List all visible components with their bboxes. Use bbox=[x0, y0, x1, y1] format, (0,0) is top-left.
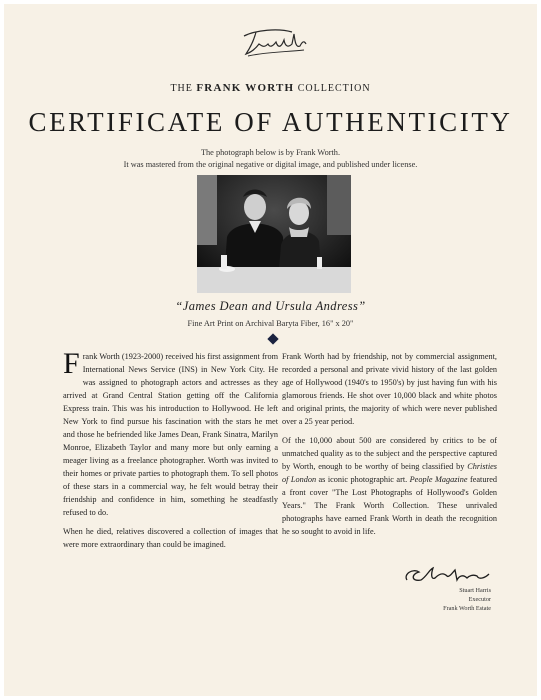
people-magazine-name: People Magazine bbox=[409, 475, 468, 484]
collection-suffix: COLLECTION bbox=[294, 83, 371, 94]
executor-estate: Frank Worth Estate bbox=[443, 605, 491, 612]
frank-worth-signature bbox=[4, 22, 537, 62]
text-part-a: Of the 10,000 about 500 are considered by critics to be of unmatched quality as to the subject and the perspective captured by Worth, enough to be worthy of being classified by bbox=[282, 436, 497, 471]
biography-left-column bbox=[63, 347, 278, 557]
biography-paragraph-3: Frank Worth had by friendship, not by commercial assignment, recorded a personal and private vivid history of the last golden age of Hollywood (1940's to 1950's) by just having fun with his glamorous friends. He shot over 10,000 black and white photos and original prints, the majority of which were never published over a 25 year period. bbox=[282, 352, 497, 426]
diamond-divider-icon bbox=[267, 333, 278, 344]
print-medium: Fine Art Print on Archival Baryta Fiber, 16" x 20" bbox=[187, 319, 354, 328]
biography-text-1: rank Worth (1923-2000) received his first assignment from International News Service (INS) in New York City. He was assigned to photograph actors and actresses as they arrived at Grand Central Station getting off the California Express train. This was his introduction to Hollywood. He left New York to find pursue his fascination with the stars he met and those he befriended like James Dean, Frank Sinatra, Marilyn Monroe, Elizabeth Taylor and many more but only earning a meager living as a freelance photographer. Worth was invited to their homes or private parties to photograph them. To sell photos of these stars in a commercial way, he felt would betray their friendship and confidence in him, something he steadfastly refused to do. bbox=[63, 352, 278, 517]
executor-signature-icon bbox=[401, 564, 491, 586]
drop-cap: F bbox=[63, 347, 80, 380]
certificate-page bbox=[4, 4, 537, 696]
certificate-title: CERTIFICATE OF AUTHENTICITY bbox=[28, 107, 513, 137]
intro-line-1: The photograph below is by Frank Worth. bbox=[200, 148, 341, 157]
photograph-image bbox=[197, 175, 351, 293]
christies-name: Christies of London bbox=[282, 462, 497, 484]
text-part-c: featured a front cover "The Lost Photographs of Hollywood's Golden Years." The Frank Worth Collection. These unrivaled photographs have earned Frank Worth in death the recognition he so sought to avoid in life. bbox=[282, 475, 497, 536]
text-part-b: as iconic photographic art. bbox=[316, 475, 410, 484]
photo-caption: “James Dean and Ursula Andress” bbox=[175, 299, 366, 313]
photograph bbox=[197, 175, 351, 293]
biography-paragraph-1 bbox=[63, 347, 278, 519]
biography-paragraph-4 bbox=[282, 434, 497, 538]
collection-prefix: THE bbox=[170, 83, 197, 94]
intro-text bbox=[4, 147, 537, 171]
executor-name: Stuart Harris bbox=[459, 587, 491, 594]
collection-line bbox=[4, 82, 537, 94]
executor-role: Executor bbox=[468, 596, 491, 603]
executor-signature-block bbox=[304, 564, 491, 613]
collection-name: FRANK WORTH bbox=[196, 82, 295, 94]
biography-paragraph-2: When he died, relatives discovered a collection of images that were more extraordinary than could be imagined. bbox=[63, 527, 278, 549]
biography-right-column bbox=[282, 350, 497, 544]
signature-icon bbox=[226, 22, 316, 62]
executor-signature bbox=[304, 564, 491, 586]
intro-line-2: It was mastered from the original negative or digital image, and published under license. bbox=[123, 160, 418, 169]
